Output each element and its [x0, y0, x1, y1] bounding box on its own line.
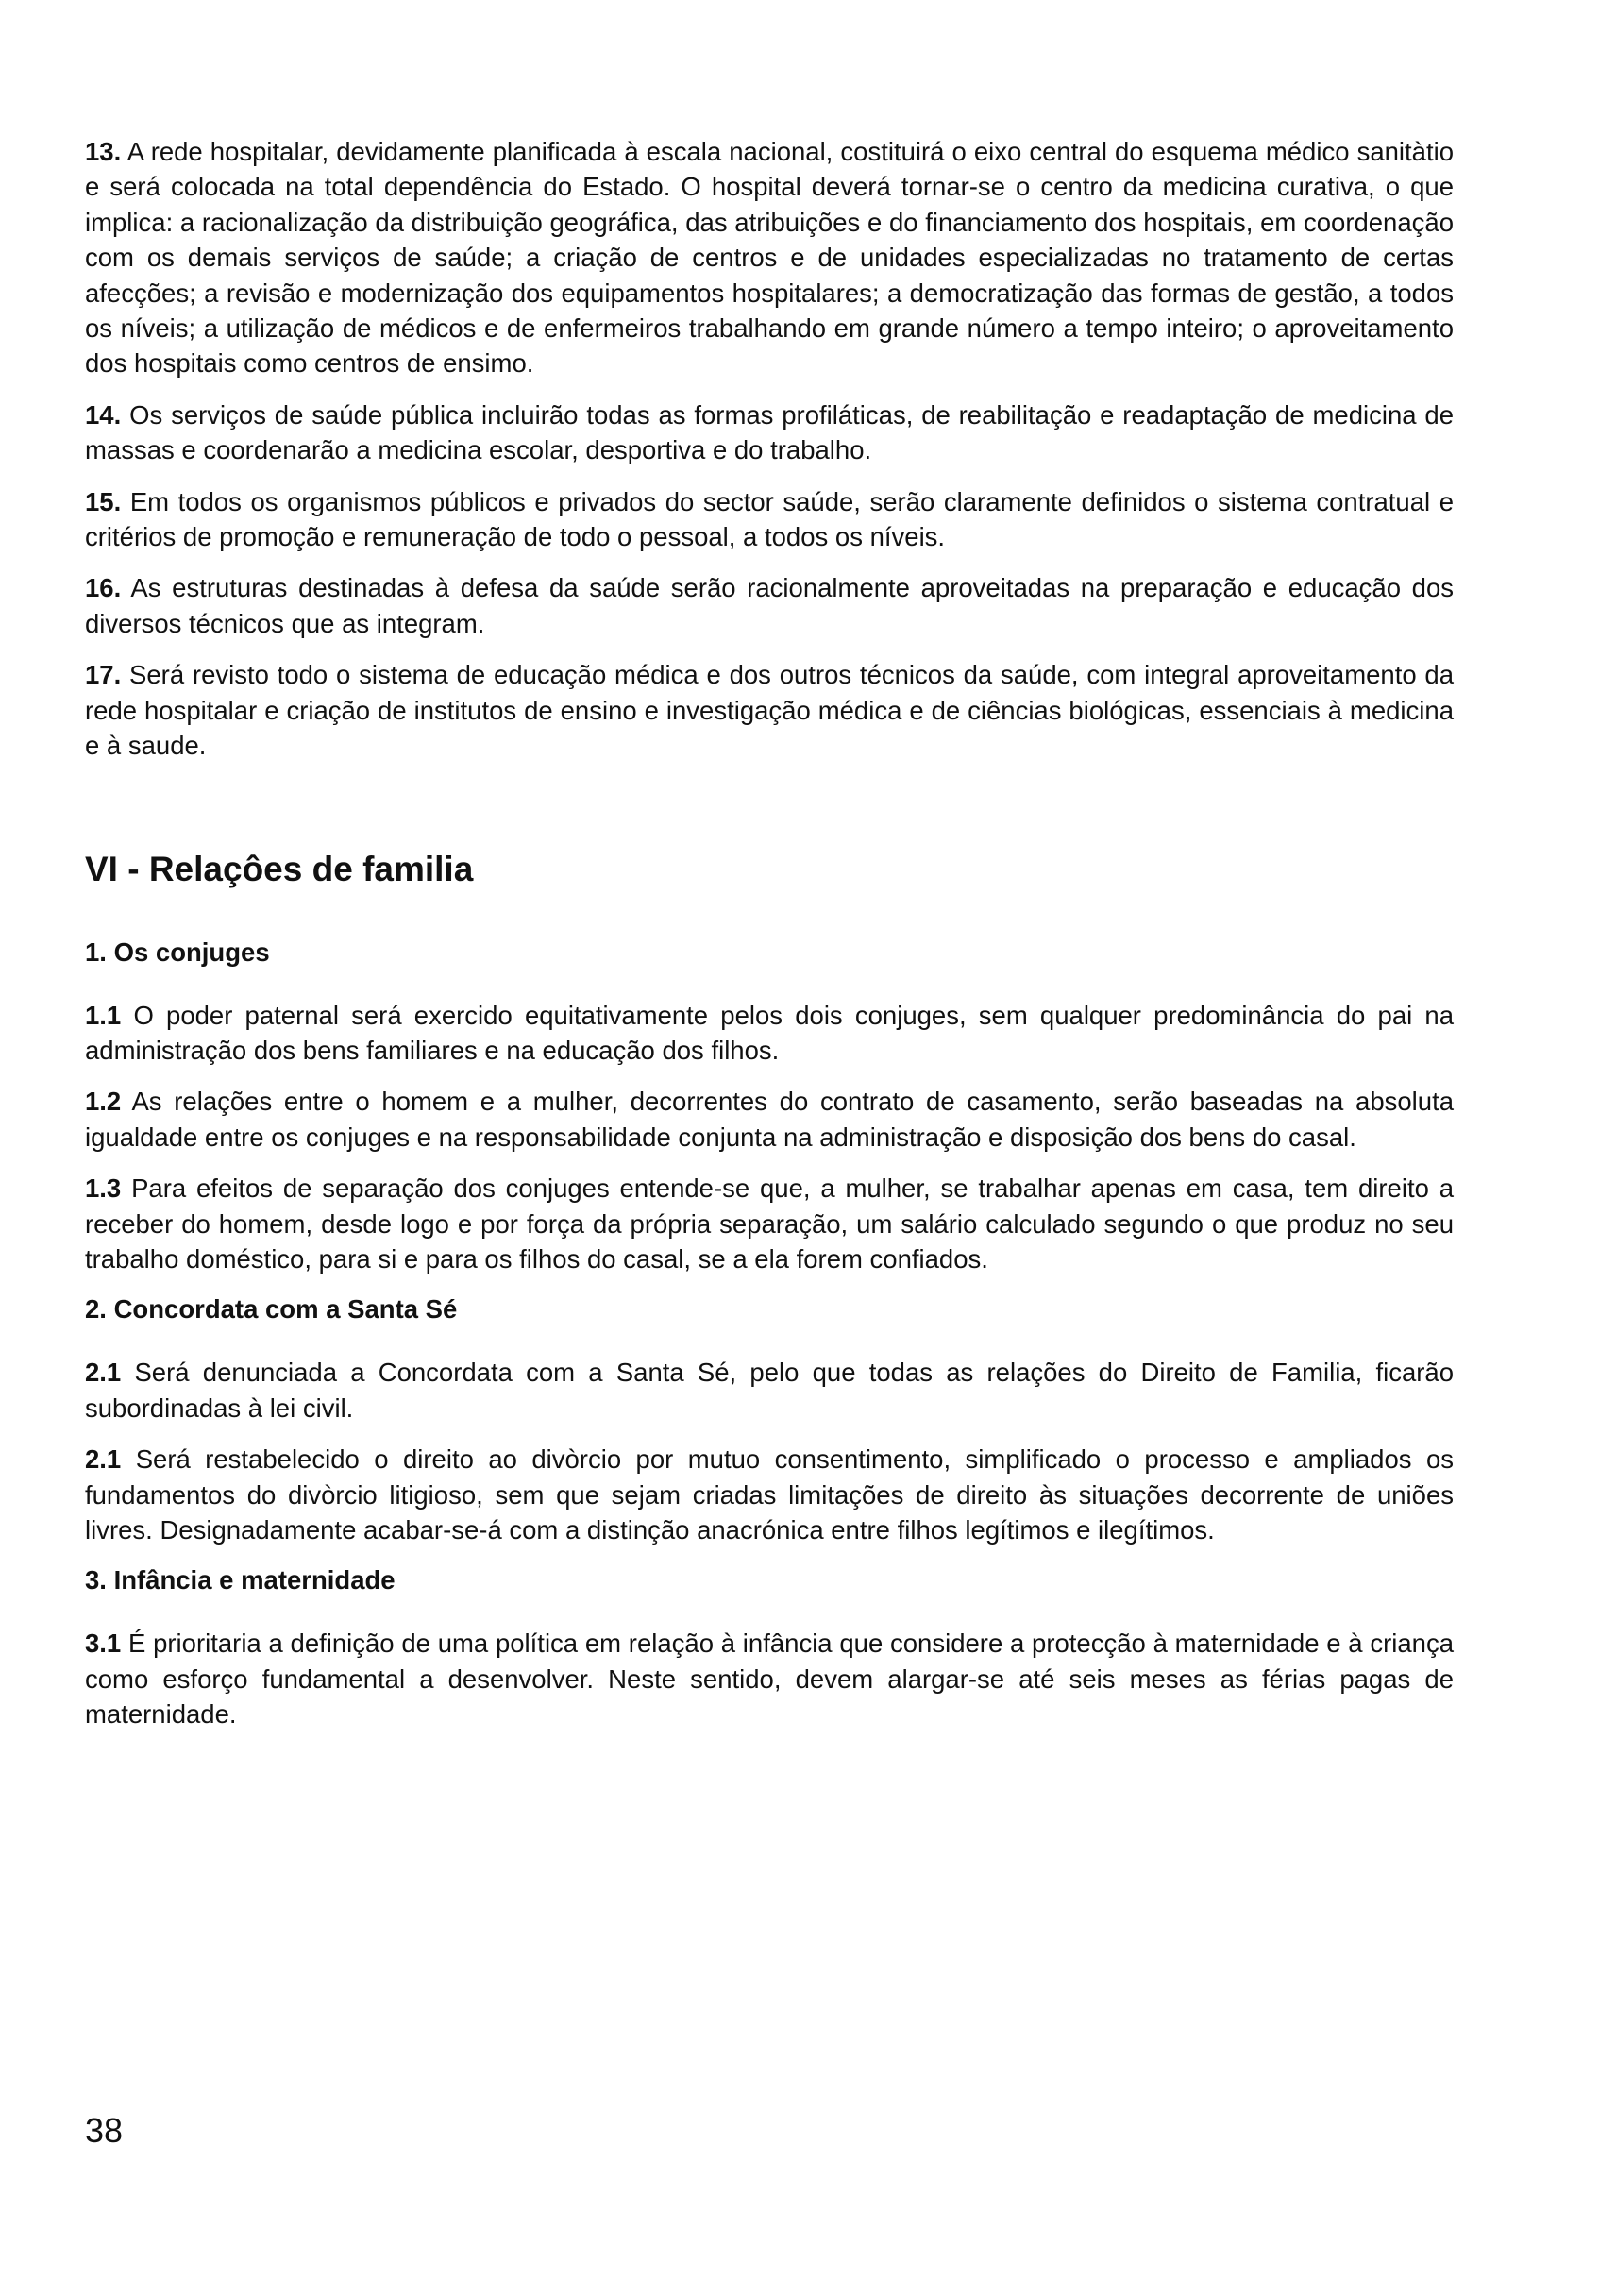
paragraph-text: As relações entre o homem e a mulher, decorrentes do contrato de casamento, serão baseadas na absoluta igualdade entre os conjuges e na responsabilidade conjunta na administração e disposição dos bens do casal. [85, 1087, 1455, 1152]
paragraph-number: 14. [85, 399, 122, 430]
paragraph-number: 1.3 [85, 1173, 122, 1204]
paragraph-16 [85, 570, 1454, 641]
paragraph-1-1 [85, 998, 1454, 1069]
page-number: 38 [85, 2111, 124, 2150]
paragraph-number: 1.2 [85, 1087, 122, 1117]
paragraph-text: A rede hospitalar, devidamente planificada à escala nacional, costituirá o eixo central do esquema médico sanitàtio e será colocada na total dependência do Estado. O hospital deverá tornar-se o centro da medicina curativa, o que implica: a racionalização da distribuição geográfica, das atribuições e do financiamento dos hospitais, em coordenação com os demais serviços de saúde; a criação de centros e de unidades especializadas no tratamento de certas afecções; a revisão e modernização dos equipamentos hospitalares; a democratização das formas de gestão, a todos os níveis; a utilização de médicos e de enfermeiros trabalhando em grande número a tempo inteiro; o aproveitamento dos hospitais como centros de ensimo. [85, 137, 1454, 379]
paragraph-text: Será revisto todo o sistema de educação médica e dos outros técnicos da saúde, com integral aproveitamento da rede hospitalar e criação de institutos de ensino e investigação médica e de ciências biológicas, essenciais à medicina e à saude. [85, 660, 1455, 761]
paragraph-text: Em todos os organismos públicos e privados do sector saúde, serão claramente definidos o sistema contratual e critérios de promoção e remuneração de todo o pessoal, a todos os níveis. [85, 486, 1455, 552]
paragraph-number: 13. [85, 137, 122, 166]
paragraph-number: 17. [85, 660, 122, 690]
paragraph-number: 3.1 [85, 1629, 122, 1659]
paragraph-text: Para efeitos de separação dos conjuges entende-se que, a mulher, se trabalhar apenas em casa, tem direito a receber do homem, desde logo e por força da própria separação, um salário calculado segundo o que produz no seu trabalho doméstico, para si e para os filhos do casal, se a ela forem confiados. [85, 1173, 1454, 1274]
subsection-heading-infancia: 3. Infância e maternidade [85, 1565, 396, 1595]
paragraph-3-1 [85, 1626, 1454, 1731]
paragraph-text: Os serviços de saúde pública incluirão todas as formas profiláticas, de reabilitação e readaptação de medicina de massas e coordenarão a medicina escolar, desportiva e do trabalho. [85, 399, 1454, 465]
paragraph-number: 2.1 [85, 1444, 122, 1475]
subsection-heading-concordata: 2. Concordata com a Santa Sé [85, 1294, 458, 1325]
paragraph-text: Será restabelecido o direito ao divòrcio por mutuo consentimento, simplificado o processo e ampliados os fundamentos do divòrcio litigioso, sem que sejam criadas limitações de direito às situações decorrente de uniões livres. Designadamente acabar-se-á com a distinção anacrónica entre filhos legítimos e ilegítimos. [85, 1444, 1455, 1545]
paragraph-1-3 [85, 1171, 1454, 1276]
paragraph-1-2 [85, 1084, 1454, 1155]
paragraph-text: Será denunciada a Concordata com a Santa Sé, pelo que todas as relações do Direito de Familia, ficarão subordinadas à lei civil. [85, 1358, 1455, 1423]
paragraph-15 [85, 484, 1454, 555]
paragraph-text: É prioritaria a definição de uma política em relação à infância que considere a protecção à maternidade e à criança como esforço fundamental a desenvolver. Neste sentido, devem alargar-se até seis meses as férias pagas de maternidade. [85, 1629, 1454, 1730]
paragraph-number: 15. [85, 486, 122, 516]
paragraph-17 [85, 657, 1454, 763]
paragraph-13 [85, 134, 1454, 381]
paragraph-text: O poder paternal será exercido equitativamente pelos dois conjuges, sem qualquer predominância do pai na administração dos bens familiares e na educação dos filhos. [85, 1000, 1455, 1065]
paragraph-number: 2.1 [85, 1358, 122, 1388]
subsection-heading-conjuges: 1. Os conjuges [85, 937, 270, 967]
paragraph-number: 1.1 [85, 1000, 122, 1030]
paragraph-text: As estruturas destinadas à defesa da saúde serão racionalmente aproveitadas na preparação e educação dos diversos técnicos que as integram. [85, 573, 1455, 638]
paragraph-14 [85, 397, 1454, 468]
page-content [85, 134, 1454, 1748]
paragraph-number: 16. [85, 573, 122, 603]
section-title: VI - Relaçôes de familia [85, 849, 474, 888]
paragraph-2-1 [85, 1355, 1454, 1426]
paragraph-2-1-b [85, 1442, 1454, 1547]
